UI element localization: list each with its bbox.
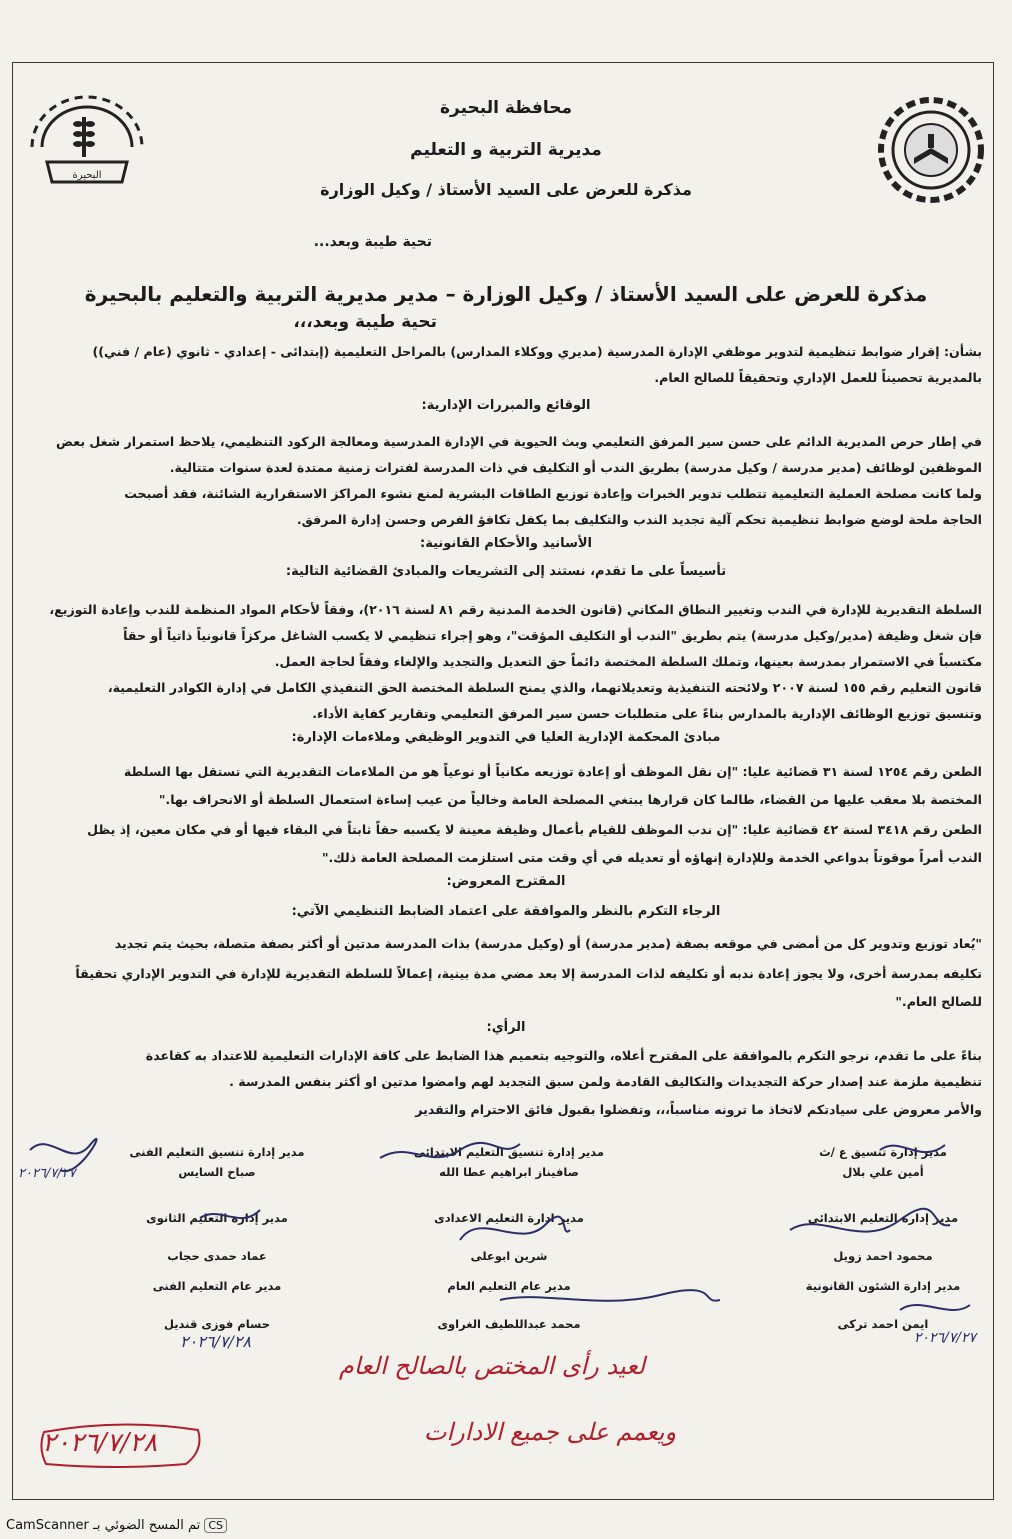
- facts-line-1: في إطار حرص المديرية الدائم على حسن سير المرفق التعليمي وبث الحيوية في الإدارة المدرسية ومعالجة الركود التنظيمي، يلاحظ استمرار شغل بعض: [56, 434, 982, 449]
- subject-line-2: بالمديرية تحصيناً للعمل الإداري وتحقيقاً للصالح العام.: [654, 370, 982, 385]
- signature-name: عماد حمدى حجاب: [167, 1249, 267, 1263]
- handwritten-date-small: ٢٠٢٦/٧/٢٨: [180, 1332, 251, 1351]
- camscanner-logo-icon: CS: [204, 1518, 227, 1533]
- handwritten-note-line-1: لعيد رأى المختص بالصالح العام: [338, 1352, 646, 1380]
- proposal-line-3: للصالح العام.": [895, 994, 982, 1009]
- left-logo-label: البحيرة: [72, 170, 102, 181]
- signature-title: مدير إدارة تنسيق التعليم الابتدائى: [413, 1145, 605, 1159]
- signature-title: مدير إدارة التعليم الابتدائى: [807, 1211, 959, 1225]
- court-line-4: الندب أمراً موقوتاً بدواعي الخدمة وللإدارة إنهاؤه أو تعديله في أي وقت متى استلزمت المصلحة العامة ذلك.": [321, 850, 982, 865]
- facts-line-2: الموظفين لوظائف (مدير مدرسة / وكيل مدرسة) بطريق الندب أو التكليف في ذات المدرسة لفترات زمنية ممتدة لعدة سنوات متتالية.: [169, 460, 982, 475]
- court-line-1: الطعن رقم ١٢٥٤ لسنة ٣١ قضائية عليا: "إن نقل الموظف أو إعادة توزيعه مكانياً أو نوعياً هو من الملاءمات التقديرية التي تستقل بها السلطة: [123, 764, 982, 779]
- signature-title: مدير إدارة تنسيق ع /ث: [819, 1145, 947, 1159]
- signature-name: حسام فوزى قنديل: [163, 1317, 271, 1331]
- section-proposal: المقترح المعروض:: [446, 874, 566, 889]
- section-opinion: الرأي:: [486, 1020, 526, 1035]
- governorate-heading: محافظة البحيرة: [439, 98, 573, 118]
- signature-scribble: [380, 1143, 520, 1158]
- handwritten-signatures: [0, 1130, 1012, 1350]
- signature-title: مدير عام التعليم الفنى: [152, 1279, 282, 1293]
- signature-scribble: [900, 1305, 970, 1310]
- proposal-line-2: تكليفه بمدرسة أخرى، ولا يجوز إعادة ندبه أو تكليفه لذات المدرسة إلا بعد مضي مدة بينية، إعمالاً للسلطة التقديرية للإدارة في التدوير الإداري تحقيقاً: [75, 966, 982, 981]
- handwritten-date-right: ٢٠٢٦/٧/٢٧: [913, 1330, 976, 1346]
- signature-title: مدير عام التعليم العام: [447, 1279, 571, 1293]
- facts-line-3: ولما كانت مصلحة العملية التعليمية تتطلب تدوير الخبرات وإعادة توزيع الطاقات البشرية لمنع نشوء المراكز الاستقرارية الشائنة، فقد أصبحت: [124, 486, 982, 501]
- signature-name: صافيناز ابراهيم عطا الله: [439, 1165, 579, 1179]
- legal-line-1: السلطة التقديرية للإدارة في الندب وتغيير النطاق المكاني (قانون الخدمة المدنية رقم ٨١ لسنة ٢٠١٦)، وفقاً لأحكام المواد المنظمة للندب وإعادة التوزيع،: [49, 602, 982, 617]
- signature-name: أمين علي بلال: [842, 1165, 924, 1179]
- date-circle-icon: [36, 1420, 206, 1470]
- signature-title: مدير إدارة تنسيق التعليم الفنى: [129, 1145, 305, 1159]
- handwritten-note-line-2: ويعمم على جميع الادارات: [423, 1418, 677, 1446]
- signature-name: محمد عبداللطيف الغراوى: [437, 1317, 581, 1331]
- signature-scribble: [880, 1145, 945, 1152]
- greeting-short: تحية طيبة وبعد...: [313, 234, 432, 250]
- handwritten-date-left: ٢٠٢٦/٧/٢٧: [18, 1166, 76, 1181]
- signature-title: مدير إدارة التعليم الثانوى: [146, 1211, 288, 1225]
- signature-scribble: [790, 1209, 950, 1232]
- opinion-line-3: والأمر معروض على سيادتكم لاتخاذ ما ترونه مناسباً،،، وتفضلوا بقبول فائق الاحترام والتقدير: [415, 1102, 982, 1117]
- section-court: مبادئ المحكمة الإدارية العليا في التدوير الوظيفي وملاءمات الإدارة:: [291, 730, 721, 745]
- memo-heading: مذكرة للعرض على السيد الأستاذ / وكيل الوزارة: [320, 180, 692, 199]
- subject-line-1: بشأن: إقرار ضوابط تنظيمية لتدوير موظفي الإدارة المدرسية (مديري ووكلاء المدارس) بالمراحل التعليمية (إبتدائى - إعدادي - ثانوي (عام / فني)): [92, 344, 982, 359]
- opinion-line-1: بناءً على ما تقدم، نرجو التكرم بالموافقة على المقترح أعلاه، والتوجيه بتعميم هذا الضابط على كافة الإدارات التعليمية للاعتداد به كقاعدة: [145, 1048, 982, 1063]
- handwritten-date: ٢٠٢٦/٧/٢٨: [42, 1428, 158, 1458]
- section-legal: الأسانيد والأحكام القانونية:: [420, 536, 592, 551]
- opinion-line-2: تنظيمية ملزمة عند إصدار حركة التجديدات والتكاليف القادمة ولمن سبق التجديد لهم وامضوا مدتين او أكثر بنفس المدرسة .: [229, 1074, 982, 1089]
- directorate-heading: مديرية التربية و التعليم: [410, 140, 602, 160]
- memo-title: مذكرة للعرض على السيد الأستاذ / وكيل الوزارة – مدير مديرية التربية والتعليم بالبحيرة: [84, 282, 928, 306]
- signature-scribble: [500, 1290, 720, 1301]
- signature-name: شرين ابوعلى: [470, 1249, 548, 1263]
- section-facts: الوقائع والمبررات الإدارية:: [421, 398, 591, 413]
- facts-line-4: الحاجة ملحة لوضع ضوابط تنظيمية تحكم آلية تجديد الندب والتكليف بما يكفل تكافؤ الفرص وحسن إدارة المرفق.: [296, 512, 982, 527]
- legal-line-2: فإن شغل وظيفة (مدير/وكيل مدرسة) يتم بطريق "الندب أو التكليف المؤقت"، وهو إجراء تنظيمي لا يكسب الشاغل مركزاً قانونياً ذاتياً أو حقاً: [123, 628, 982, 643]
- signature-name: صباح السايس: [178, 1165, 256, 1179]
- proposal-line-1: "يُعاد توزيع وتدوير كل من أمضى في موقعه بصفة (مدير مدرسة) أو (وكيل مدرسة) بذات المدرسة مدتين أو أكثر بصفة متصلة، بحيث يتم تجديد: [114, 936, 982, 951]
- footer-text: تم المسح الضوئي بـ CamScanner: [6, 1518, 201, 1533]
- greeting: تحية طيبة وبعد،،،: [293, 312, 437, 332]
- court-line-2: المختصة بلا معقب عليها من القضاء، طالما كان قرارها يبتغي المصلحة العامة وخالياً من عيب إساءة استعمال السلطة أو الانحراف بها.": [158, 792, 982, 807]
- signature-scribble: [460, 1217, 570, 1240]
- signature-name: محمود احمد زويل: [833, 1249, 933, 1263]
- legal-line-3: مكتسباً في الاستمرار بمدرسة بعينها، وتملك السلطة المختصة دائماً حق التعديل والتجديد والإلغاء وفقاً لحاجة العمل.: [274, 654, 982, 669]
- signature-scribble: [200, 1210, 260, 1218]
- signature-title: مدير إدارة الشئون القانونية: [805, 1279, 961, 1293]
- legal-intro: تأسيساً على ما تقدم، نستند إلى التشريعات والمبادئ القضائية التالية:: [285, 564, 727, 579]
- signature-title: مدير ادارة التعليم الاعدادى: [434, 1211, 584, 1225]
- legal-line-4: قانون التعليم رقم ١٥٥ لسنة ٢٠٠٧ ولائحته التنفيذية وتعديلاتهما، والذي يمنح السلطة المختصة الحق التنفيذي الكامل في إدارة الكوادر التعليمية،: [107, 680, 982, 695]
- legal-line-5: وتنسيق توزيع الوظائف الإدارية بالمدارس بناءً على متطلبات حسن سير المرفق التعليمي وتقارير كفاية الأداء.: [312, 706, 982, 721]
- camscanner-footer: [6, 1518, 231, 1533]
- court-line-3: الطعن رقم ٣٤١٨ لسنة ٤٢ قضائية عليا: "إن ندب الموظف للقيام بأعمال وظيفة معينة لا يكسبه حقاً ثابتاً في البقاء فيها أو في مكان معين، إذ يظل: [87, 822, 982, 837]
- proposal-intro: الرجاء التكرم بالنظر والموافقة على اعتماد الضابط التنظيمي الآتي:: [291, 904, 721, 919]
- signature-name: ايمن احمد تركى: [837, 1317, 929, 1331]
